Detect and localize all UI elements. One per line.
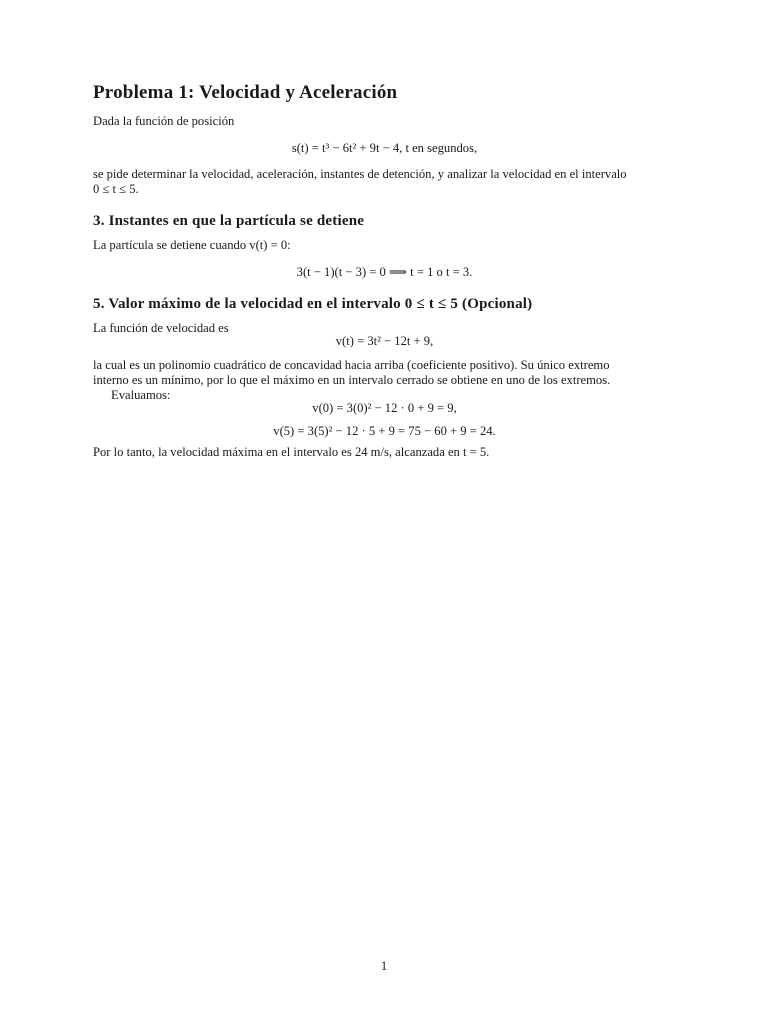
conclusion-text: Por lo tanto, la velocidad máxima en el intervalo es 24 m/s, alcanzada en t = 5. xyxy=(93,445,490,459)
page-title: Problema 1: Velocidad y Aceleración xyxy=(93,82,398,103)
section-3-equation: 3(t − 1)(t − 3) = 0 ⟹ t = 1 o t = 3. xyxy=(296,265,473,279)
section-5-heading: 5. Valor máximo de la velocidad en el intervalo 0 ≤ t ≤ 5 (Opcional) xyxy=(93,296,533,312)
intro-continuation-line-1: se pide determinar la velocidad, aceleración, instantes de detención, y analizar la velocidad en el intervalo xyxy=(93,167,627,181)
section-5-text-3: interno es un mínimo, por lo que el máximo en un intervalo cerrado se obtiene en uno de los extremos. xyxy=(93,373,611,387)
evaluation-v5-equation: v(5) = 3(5)² − 12 · 5 + 9 = 75 − 60 + 9 = 24. xyxy=(273,424,496,438)
evaluation-v0-equation: v(0) = 3(0)² − 12 · 0 + 9 = 9, xyxy=(312,401,457,415)
intro-text: Dada la función de posición xyxy=(93,114,235,128)
position-equation: s(t) = t³ − 6t² + 9t − 4, t en segundos, xyxy=(291,141,478,155)
section-5-text-2: la cual es un polinomio cuadrático de concavidad hacia arriba (coeficiente positivo). Su único extremo xyxy=(93,358,610,372)
section-3-text: La partícula se detiene cuando v(t) = 0: xyxy=(93,238,291,252)
page-number: 1 xyxy=(380,959,388,973)
section-5-text-4: Evaluamos: xyxy=(111,388,171,402)
section-3-heading: 3. Instantes en que la partícula se detiene xyxy=(93,213,365,229)
velocity-equation: v(t) = 3t² − 12t + 9, xyxy=(335,334,434,348)
section-5-text-1: La función de velocidad es xyxy=(93,321,229,335)
intro-continuation-line-2: 0 ≤ t ≤ 5. xyxy=(93,182,139,196)
